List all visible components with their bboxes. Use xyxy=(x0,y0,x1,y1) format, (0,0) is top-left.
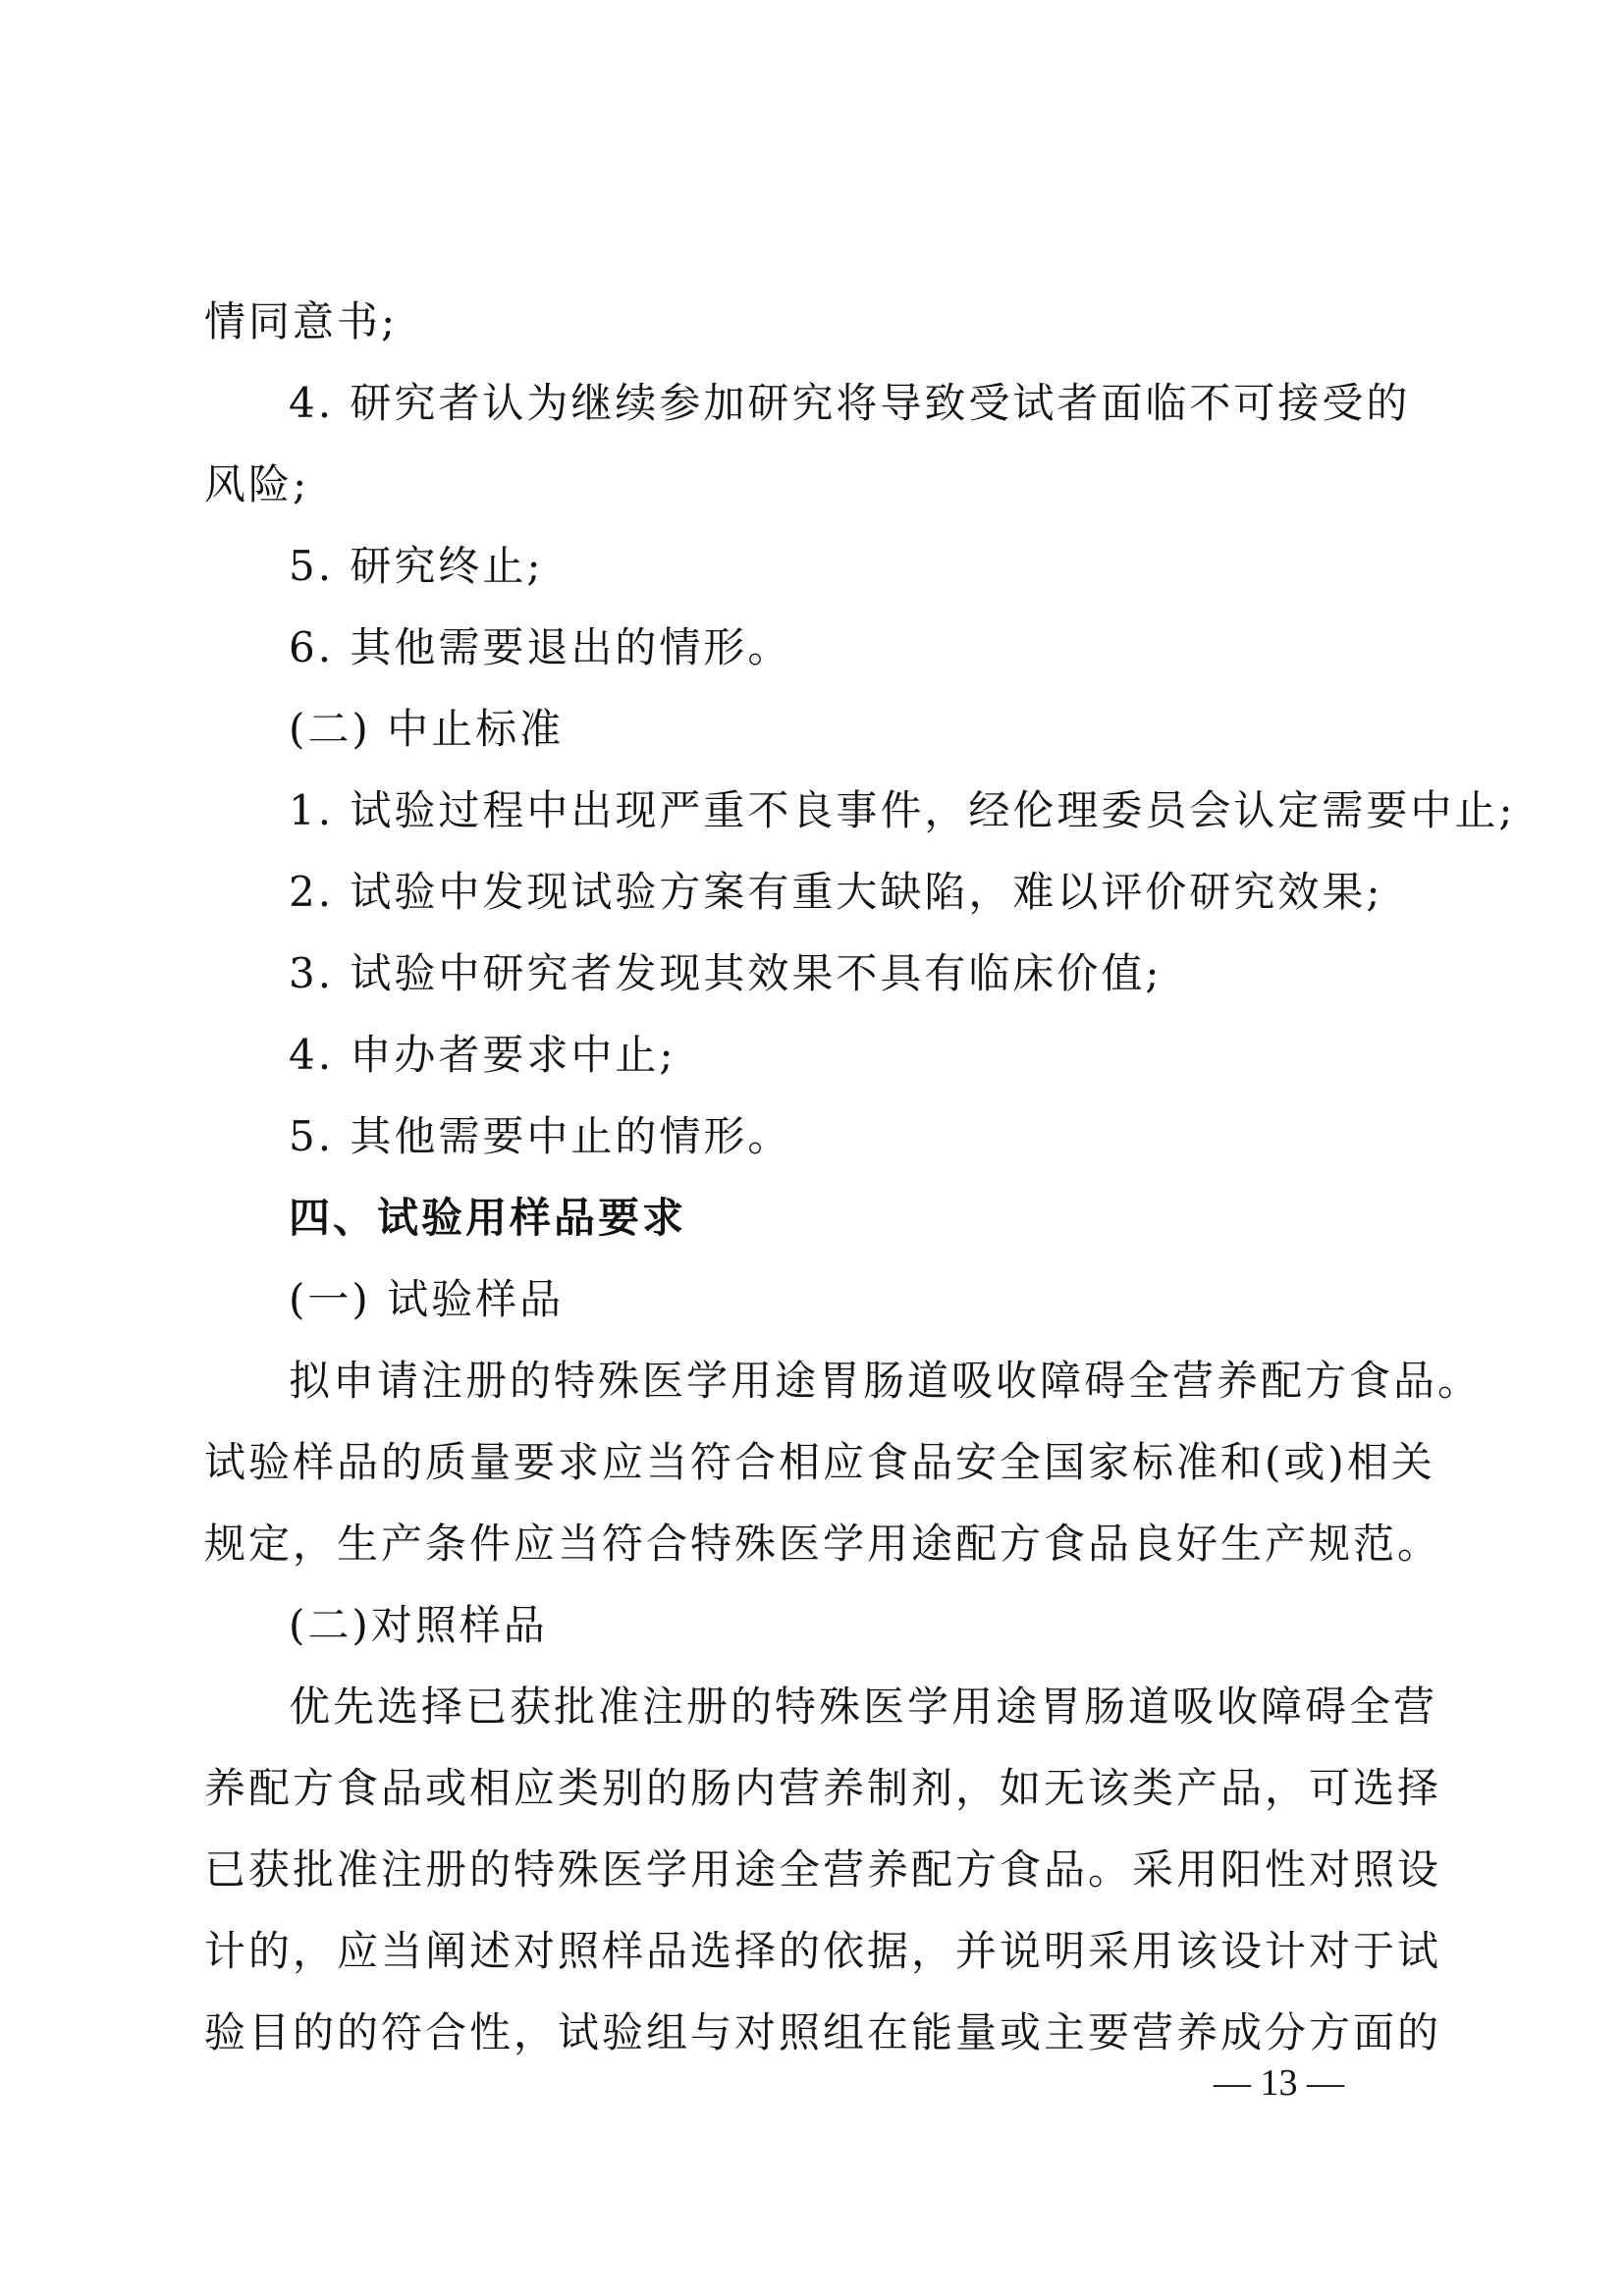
text-line: 5. 其他需要中止的情形。 xyxy=(289,1112,792,1160)
text-line: 4. 研究者认为继续参加研究将导致受试者面临不可接受的 xyxy=(289,379,1411,427)
text-line: 情同意书; xyxy=(204,297,399,346)
text-line: 优先选择已获批准注册的特殊医学用途胃肠道吸收障碍全营 xyxy=(289,1682,1438,1731)
subheading: (二)对照样品 xyxy=(289,1601,548,1649)
text-line: 拟申请注册的特殊医学用途胃肠道吸收障碍全营养配方食品。 xyxy=(289,1357,1483,1405)
text-line: 养配方食品或相应类别的肠内营养制剂，如无该类产品，可选择 xyxy=(204,1764,1442,1812)
text-line: 规定，生产条件应当符合特殊医学用途配方食品良好生产规范。 xyxy=(204,1520,1442,1568)
text-line: 6. 其他需要退出的情形。 xyxy=(289,623,792,671)
text-line: 试验样品的质量要求应当符合相应食品安全国家标准和(或)相关 xyxy=(204,1438,1435,1486)
text-line: 3. 试验中研究者发现其效果不具有临床价值; xyxy=(289,949,1163,997)
subheading: (一) 试验样品 xyxy=(289,1275,565,1323)
subheading: (二) 中止标准 xyxy=(289,705,565,753)
text-line: 5. 研究终止; xyxy=(289,542,544,590)
text-line: 2. 试验中发现试验方案有重大缺陷，难以评价研究效果; xyxy=(289,868,1383,916)
text-line: 1. 试验过程中出现严重不良事件，经伦理委员会认定需要中止; xyxy=(289,786,1516,834)
text-line: 已获批准注册的特殊医学用途全营养配方食品。采用阳性对照设 xyxy=(204,1845,1442,1894)
body-text xyxy=(204,281,1516,2073)
section-heading: 四、试验用样品要求 xyxy=(289,1194,687,1242)
text-line: 计的，应当阐述对照样品选择的依据，并说明采用该设计对于试 xyxy=(204,1927,1442,1975)
page-number: — 13 — xyxy=(1214,2062,1344,2104)
text-line: 验目的的符合性，试验组与对照组在能量或主要营养成分方面的 xyxy=(204,2008,1442,2056)
text-line: 4. 申办者要求中止; xyxy=(289,1031,677,1079)
text-line: 风险; xyxy=(204,460,310,508)
